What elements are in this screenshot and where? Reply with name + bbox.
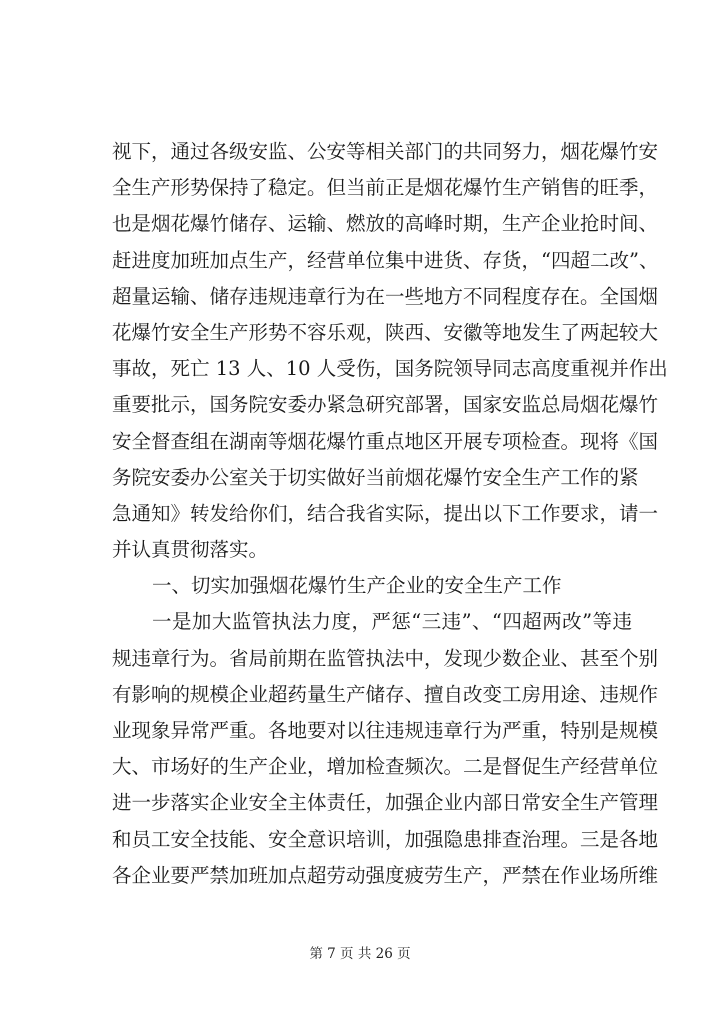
text-line: 急通知》转发给你们，结合我省实际，提出以下工作要求，请一 <box>112 501 659 525</box>
text-line: 业现象异常严重。各地要对以往违规违章行为严重，特别是规模 <box>112 719 659 742</box>
text-line: 也是烟花爆竹储存、运输、燃放的高峰时期，生产企业抢时间、 <box>112 212 659 236</box>
text-line: 和员工安全技能、安全意识培训，加强隐患排查治理。三是各地 <box>112 827 659 851</box>
text-line: 大、市场好的生产企业，增加检查频次。二是督促生产经营单位 <box>112 755 659 779</box>
text-line: 全生产形势保持了稳定。但当前正是烟花爆竹生产销售的旺季， <box>112 176 659 200</box>
paragraph-end-line: 并认真贯彻落实。 <box>112 538 269 562</box>
text-line: 安全督查组在湖南等烟花爆竹重点地区开展专项检查。现将《国 <box>112 429 659 453</box>
text-line: 事故，死亡 13 人、10 人受伤，国务院领导同志高度重视并作出 <box>112 357 668 381</box>
section-heading: 一、切实加强烟花爆竹生产企业的安全生产工作 <box>152 574 562 598</box>
text-line: 视下，通过各级安监、公安等相关部门的共同努力，烟花爆竹安 <box>112 140 659 163</box>
text-line: 赶进度加班加点生产，经营单位集中进货、存货，“四超二改”、 <box>112 248 659 272</box>
text-line: 进一步落实企业安全主体责任，加强企业内部日常安全生产管理 <box>112 791 659 815</box>
text-line: 各企业要严禁加班加点超劳动强度疲劳生产，严禁在作业场所维 <box>112 863 659 887</box>
page-number-footer: 第 7 页 共 26 页 <box>309 946 411 962</box>
body-text <box>112 134 668 894</box>
text-line: 超量运输、储存违规违章行为在一些地方不同程度存在。全国烟 <box>112 284 659 308</box>
text-line: 重要批示，国务院安委办紧急研究部署，国家安监总局烟花爆竹 <box>112 393 659 417</box>
text-line: 花爆竹安全生产形势不容乐观，陕西、安徽等地发生了两起较大 <box>112 320 659 344</box>
paragraph-first-line: 一是加大监管执法力度，严惩“三违”、“四超两改”等违 <box>152 610 632 634</box>
text-line: 规违章行为。省局前期在监管执法中，发现少数企业、甚至个别 <box>112 646 659 670</box>
text-line: 务院安委办公室关于切实做好当前烟花爆竹安全生产工作的紧 <box>112 465 639 489</box>
text-line: 有影响的规模企业超药量生产储存、擅自改变工房用途、违规作 <box>112 682 659 706</box>
